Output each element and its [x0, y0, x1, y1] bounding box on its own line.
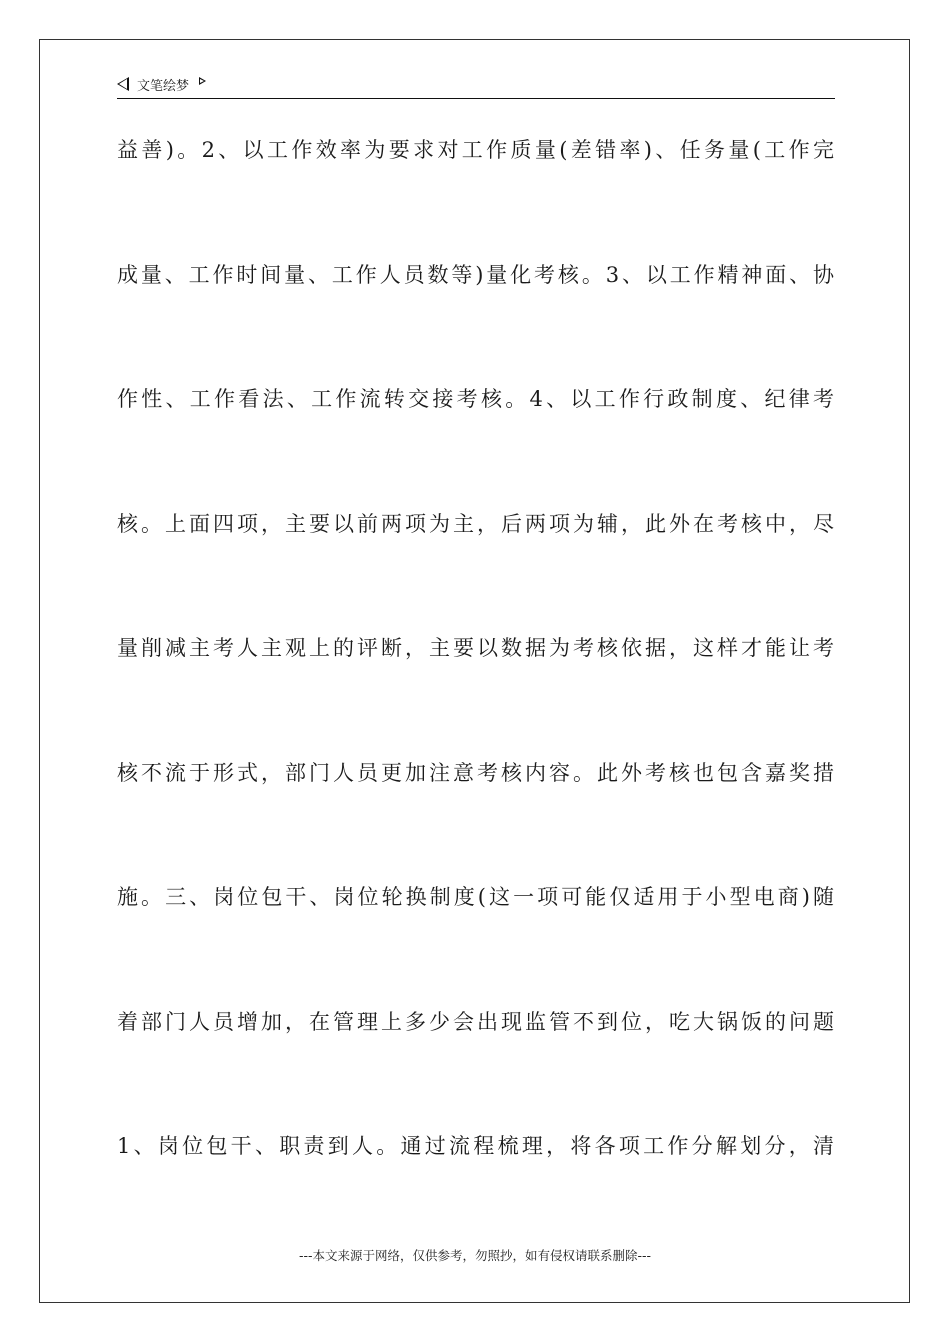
body-line: 量削减主考人主观上的评断，主要以数据为考核依据，这样才能让考 [117, 636, 835, 660]
body-line: 着部门人员增加，在管理上多少会出现监管不到位，吃大锅饭的问题 [117, 1009, 835, 1034]
footer-notice: ---本文来源于网络，仅供参考，勿照抄，如有侵权请联系删除--- [298, 1248, 652, 1263]
document-header [117, 70, 835, 99]
right-triangle-icon [199, 77, 206, 85]
document-body [117, 130, 835, 1251]
left-triangle-icon [117, 77, 129, 91]
body-line: 成量、工作时间量、工作人员数等)量化考核。3、以工作精神面、协 [117, 262, 835, 287]
body-line: 1、岗位包干、职责到人。通过流程梳理，将各项工作分解划分，清 [117, 1134, 835, 1158]
body-line: 益善)。2、以工作效率为要求对工作质量(差错率)、任务量(工作完 [117, 138, 835, 162]
body-line: 核。上面四项，主要以前两项为主，后两项为辅，此外在考核中，尽 [117, 511, 835, 536]
header-title: 文笔绘梦 [137, 78, 190, 94]
body-line: 核不流于形式，部门人员更加注意考核内容。此外考核也包含嘉奖措 [117, 760, 835, 785]
body-line: 作性、工作看法、工作流转交接考核。4、以工作行政制度、纪律考 [117, 387, 835, 411]
body-line: 施。三、岗位包干、岗位轮换制度(这一项可能仅适用于小型电商)随 [117, 885, 835, 909]
